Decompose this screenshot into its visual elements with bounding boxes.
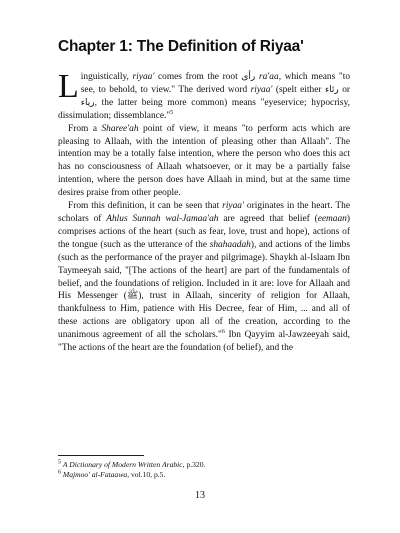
para1-text: (spelt either [272,84,325,95]
arabic-spelling: رياء [80,97,95,108]
para3-term: riyaa' [222,201,244,212]
footnote-number: 5 [58,459,61,466]
para1-term: riyaa' [132,72,155,82]
page-number: 13 [195,490,205,501]
para1-text: or [338,84,351,95]
chapter-title: Chapter 1: The Definition of Riyaa' [58,38,304,55]
para3-term: eemaan [317,213,347,224]
para1-text: , the latter being more common) means "eyeservice; hypocrisy, dissimulation; dissemblance." [58,97,350,121]
arabic-root: رأى [241,72,256,82]
arabic-spelling: رئاء [324,84,339,95]
para1-term: riyaa' [250,84,273,95]
paragraph-2 [58,123,350,200]
para3-term: shahaadah [209,239,251,250]
para3-text: From this definition, it can be seen that [68,201,223,212]
para3-text: ), and actions of the limbs (such as the performance of the prayer and pilgrimage). Shaykh al-Islaam Ibn Taymeeyah said, "[The actions of the heart] are part of the fundamentals of belief, and the foundations of religion. Included in it are: love for Allaah and His Messenger (ﷺ), trust in Allaah, sincerity of religion for Allaah, thankfulness to Him, patience with His Decree, fear of Him, ... and all of these actions are obligatory upon all of the creation, according to the unanimous agreement of all the scholars." [58,239,350,341]
footnote-divider [58,455,144,456]
para1-text: , which means "to see, to behold, to view." The derived word [80,72,351,95]
footnote-ref: 5 [170,109,174,116]
footnote [58,470,348,480]
para2-text: point of view, it means "to perform acts which are pleasing to Allaah, with the intention of pleasing other than Allaah". The intention may be a totally false intention, where the person who does this act has no consciousness of Allaah whatsoever, or it may be a partially false intention, where the person does have Allaah in mind, but at the same time desires praise from other people. [58,123,350,199]
para2-term: Sharee'ah [101,123,139,134]
footnote-source-detail: , p.320. [182,460,206,469]
paragraph-3 [58,200,350,355]
footnote-number: 6 [58,469,61,476]
paragraph-1 [58,68,351,123]
footnote-ref: 6 [221,329,225,335]
drop-cap: L [58,68,79,105]
footnote-source-title: Majmoo' al-Fataawa [62,470,128,479]
para1-text: comes from the root [154,72,242,82]
body-text [58,68,351,355]
para3-text: are agreed that belief ( [218,213,318,224]
para3-text: originates in the heart. The scholars of [58,201,350,224]
para1-text: inguistically, [80,72,133,82]
para1-term: ra'aa [258,72,279,82]
para3-term: Ahlus Sunnah wal-Jamaa'ah [106,213,219,224]
footnote-source-title: A Dictionary of Modern Written Arabic [62,460,183,469]
para2-text: From a [68,123,102,134]
footnote [58,460,348,470]
footnotes [58,460,348,480]
para3-text: Ibn Qayyim al-Jawzeeyah said, "The actions of the heart are the foundation (of belief), and the [58,330,350,354]
footnote-source-detail: , vol.10, p.5. [127,470,166,479]
para3-text: ) comprises actions of the heart (such as fear, love, trust and hope), actions of the tongue (such as the utterance of the [58,213,350,250]
